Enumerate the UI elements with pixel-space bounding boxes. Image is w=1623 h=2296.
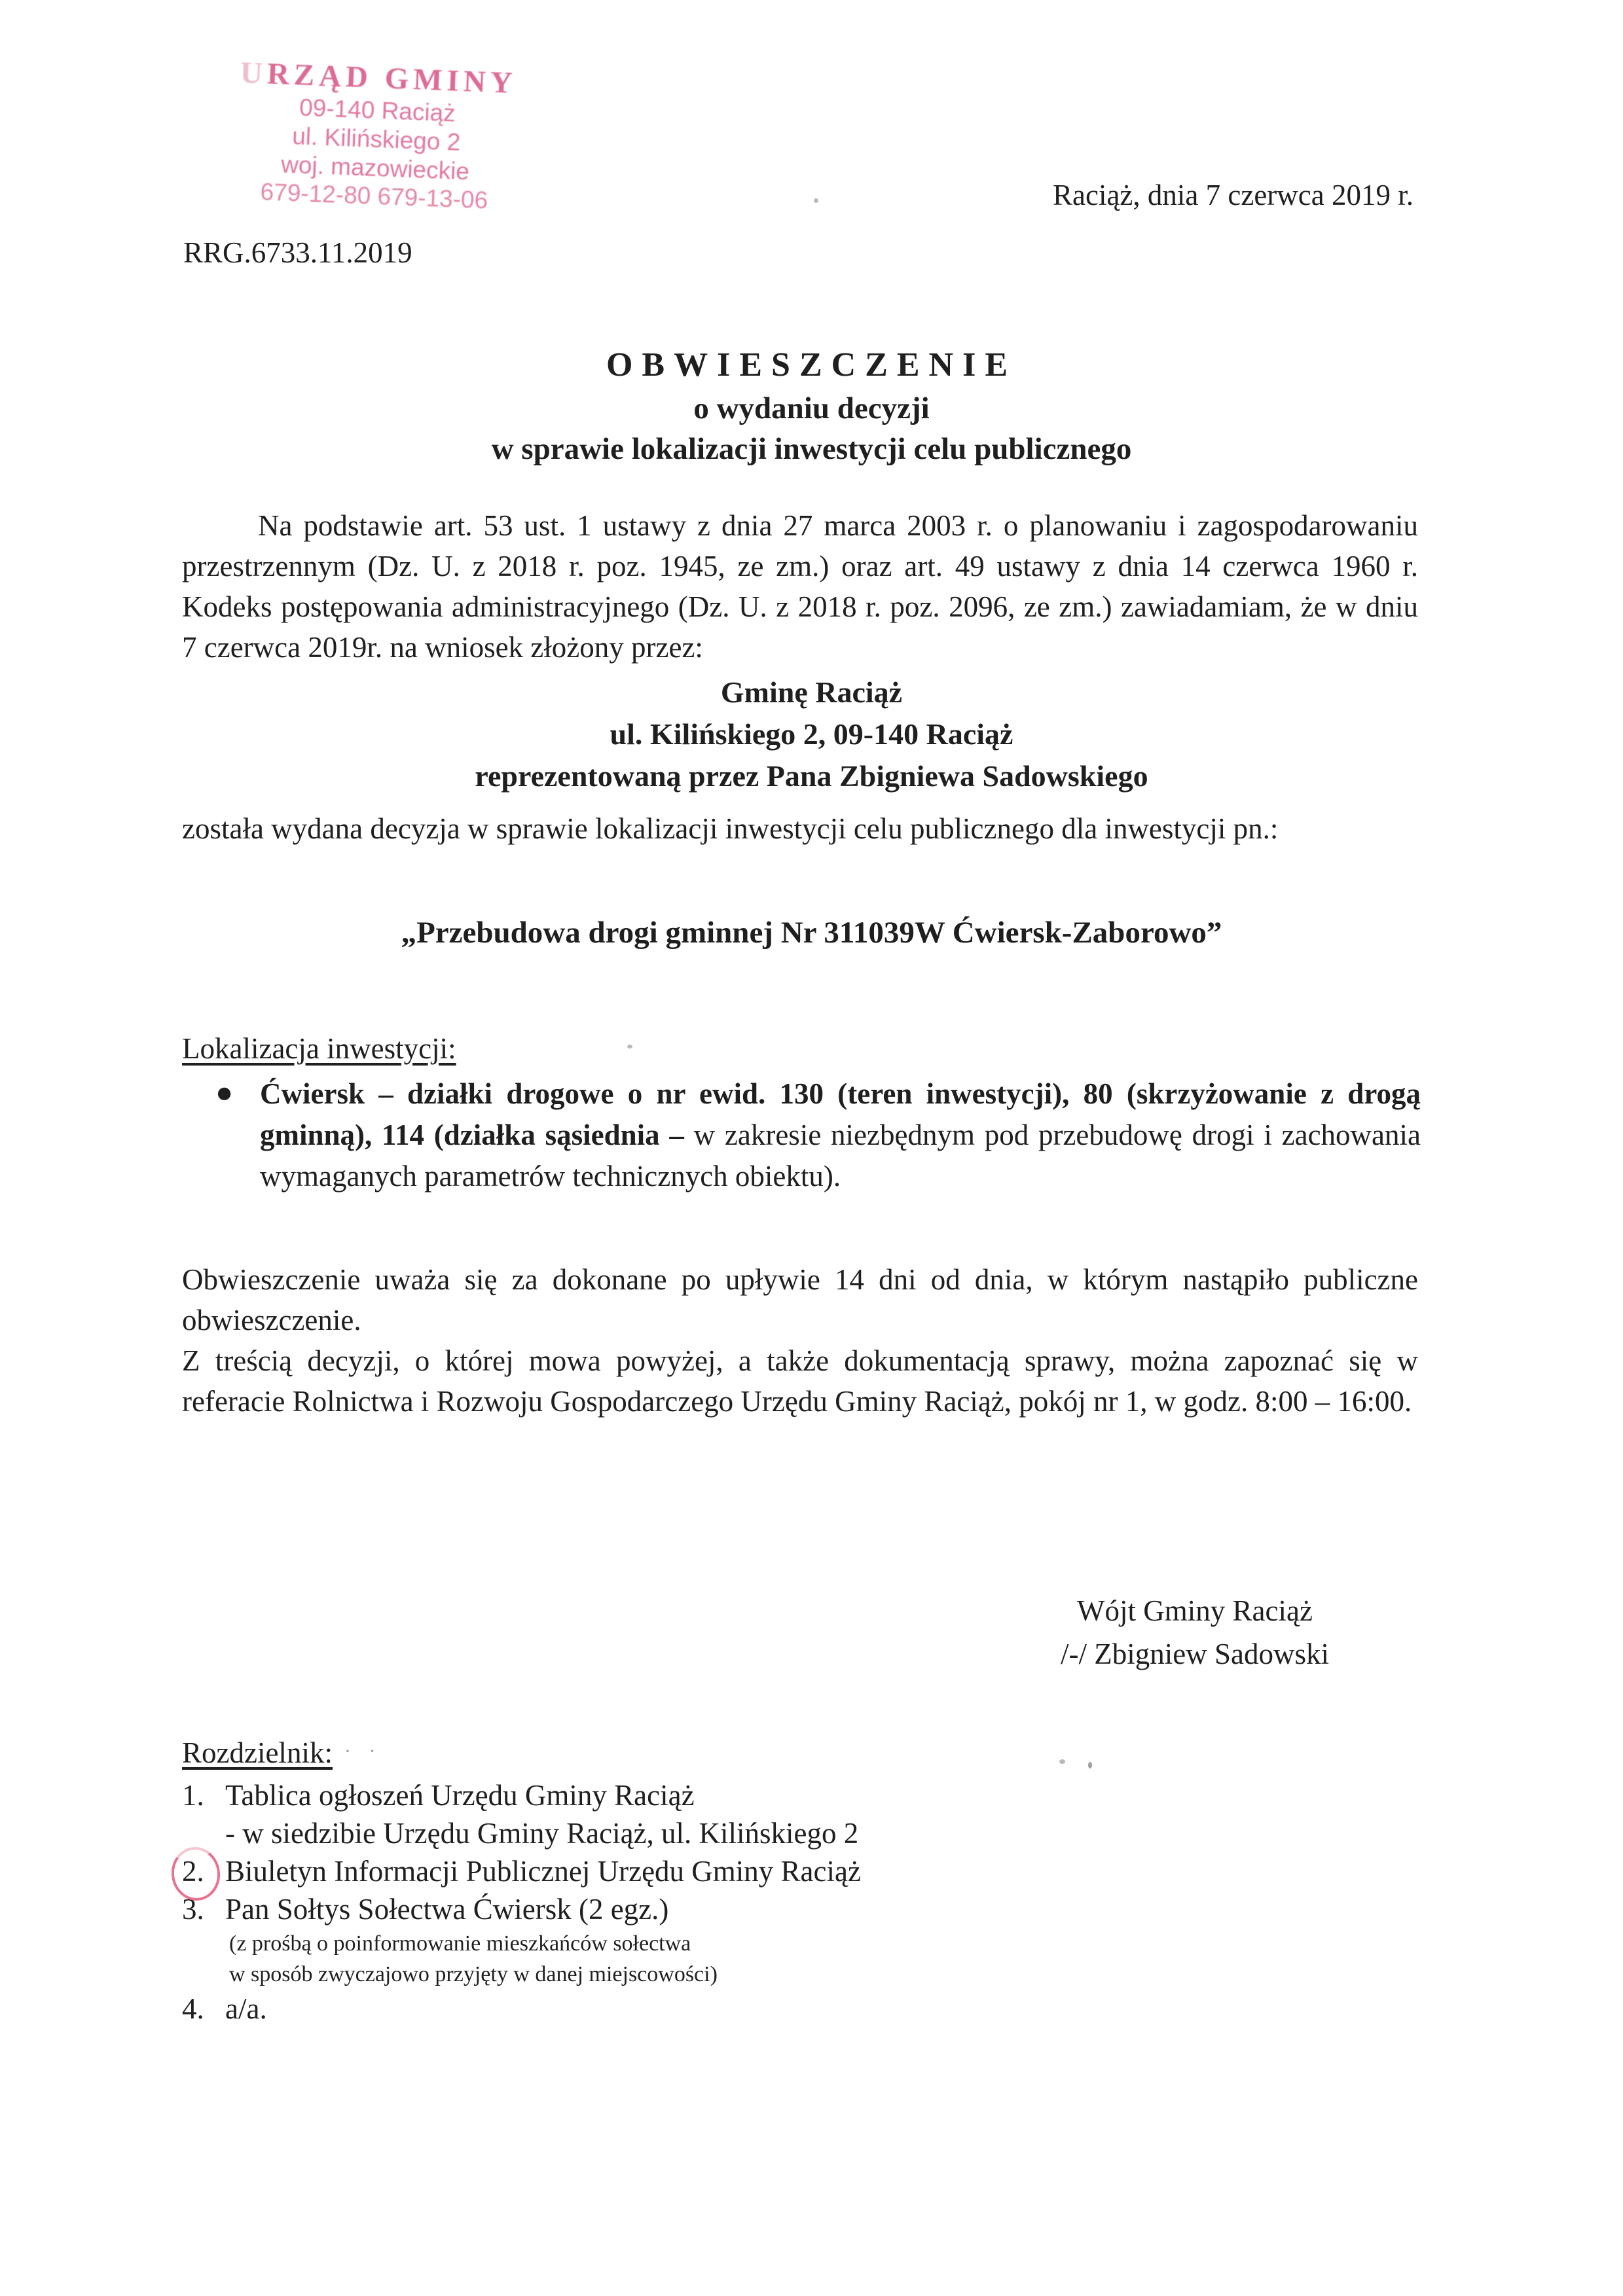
signature-name: /-/ Zbigniew Sadowski bbox=[1061, 1638, 1329, 1670]
title-line-3: w sprawie lokalizacji inwestycji celu publicznego bbox=[491, 432, 1132, 466]
item-number: 2. bbox=[182, 1855, 204, 1888]
location-heading: Lokalizacja inwestycji: bbox=[182, 1032, 456, 1065]
notice-paragraph-2: Z treścią decyzji, o której mowa powyżej, a także dokumentacją sprawy, można zapoznać się w referacie Rolnictwa i Rozwoju Gospodarczego Urzędu Gminy Raciąż, pokój nr 1, w godz. 8:00 – 16:00. bbox=[182, 1344, 1418, 1418]
title-line-2: o wydaniu decyzji bbox=[693, 391, 930, 425]
item-text: Tablica ogłoszeń Urzędu Gminy Raciąż bbox=[225, 1779, 695, 1812]
decision-statement: została wydana decyzja w sprawie lokalizacji inwestycji celu publicznego dla inwestycji pn.: bbox=[182, 812, 1279, 845]
signature-title: Wójt Gminy Raciąż bbox=[1077, 1594, 1313, 1627]
reference-number: RRG.6733.11.2019 bbox=[183, 236, 412, 269]
investment-title: „Przebudowa drogi gminnej Nr 311039W Ćwiersk-Zaborowo” bbox=[401, 916, 1222, 950]
document-date: Raciąż, dnia 7 czerwca 2019 r. bbox=[1053, 179, 1413, 211]
applicant-address: ul. Kilińskiego 2, 09-140 Raciąż bbox=[610, 717, 1013, 751]
notice-paragraphs bbox=[182, 1259, 1418, 1422]
distribution-item-4 bbox=[182, 1990, 1230, 2028]
scan-speck bbox=[1059, 1759, 1065, 1764]
distribution-item-3 bbox=[182, 1890, 1230, 1928]
office-stamp bbox=[191, 53, 562, 217]
applicant-representative: reprezentowaną przez Pana Zbigniewa Sadowskiego bbox=[475, 759, 1148, 793]
item-number: 4. bbox=[182, 1992, 204, 2025]
item-number: 1. bbox=[182, 1779, 204, 1812]
distribution-heading: Rozdzielnik: · · bbox=[182, 1736, 382, 1769]
stamp-postal-code: 09-140 Raciąż bbox=[299, 94, 456, 128]
distribution-item-2 bbox=[182, 1852, 1230, 1890]
legal-basis-paragraph: Na podstawie art. 53 ust. 1 ustawy z dnia 27 marca 2003 r. o planowaniu i zagospodarowaniu przestrzennym (Dz. U. z 2018 r. poz. 1945, ze zm.) oraz art. 49 ustawy z dnia 14 czerwca 1960 r. Kodeks postępowania administracyjnego (Dz. U. z 2018 r. poz. 2096, ze zm.) zawiadamiam, że w dniu 7 czerwca 2019r. na wniosek złożony przez: bbox=[182, 509, 1418, 664]
distribution-item-3-note-2: w sposób zwyczajowo przyjęty w danej miejscowości) bbox=[229, 1962, 718, 1986]
signature-block bbox=[1012, 1589, 1378, 1676]
item-text: Pan Sołtys Sołectwa Ćwiersk (2 egz.) bbox=[225, 1893, 669, 1926]
title-line-1: OBWIESZCZENIE bbox=[606, 346, 1017, 384]
distribution-list bbox=[182, 1776, 1230, 2028]
scan-speck bbox=[1088, 1762, 1092, 1768]
distribution-item-1 bbox=[182, 1776, 1230, 1814]
item-text: a/a. bbox=[225, 1992, 267, 2025]
scan-dots: · · bbox=[344, 1740, 382, 1762]
stamp-office-name: URZĄD GMINY bbox=[240, 55, 518, 101]
distribution-item-1-sub: - w siedzibie Urzędu Gminy Raciąż, ul. Kilińskiego 2 bbox=[225, 1817, 859, 1850]
location-bullet-bold: Ćwiersk – działki drogowe o nr ewid. 130 (teren inwestycji), 80 (skrzyżowanie z drogą gminną), 114 (działka sąsiednia – bbox=[260, 1077, 1421, 1151]
scan-speck bbox=[627, 1045, 632, 1049]
document-title bbox=[0, 346, 1623, 467]
location-bullet-regular: w zakresie niezbędnym pod przebudowę drogi i zachowania wymaganych parametrów technicznych obiektu). bbox=[260, 1119, 1421, 1193]
applicant-name: Gminę Raciąż bbox=[720, 675, 903, 709]
distribution-item-3-note-1: (z prośbą o poinformowanie mieszkańców sołectwa bbox=[229, 1931, 691, 1956]
stamp-phone-numbers: 679-12-80 679-13-06 bbox=[259, 178, 488, 215]
item-text: Biuletyn Informacji Publicznej Urzędu Gminy Raciąż bbox=[225, 1855, 861, 1888]
notice-paragraph-1: Obwieszczenie uważa się za dokonane po upływie 14 dni od dnia, w którym nastąpiło publiczne obwieszczenie. bbox=[182, 1263, 1418, 1336]
applicant-block bbox=[0, 672, 1623, 797]
bullet-marker: ● bbox=[215, 1076, 234, 1109]
stamp-street: ul. Kilińskiego 2 bbox=[291, 122, 462, 156]
stamp-voivodeship: woj. mazowieckie bbox=[280, 151, 470, 185]
scan-speck bbox=[814, 198, 818, 203]
item-number: 3. bbox=[182, 1893, 204, 1926]
location-bullet-item bbox=[187, 1073, 1421, 1197]
